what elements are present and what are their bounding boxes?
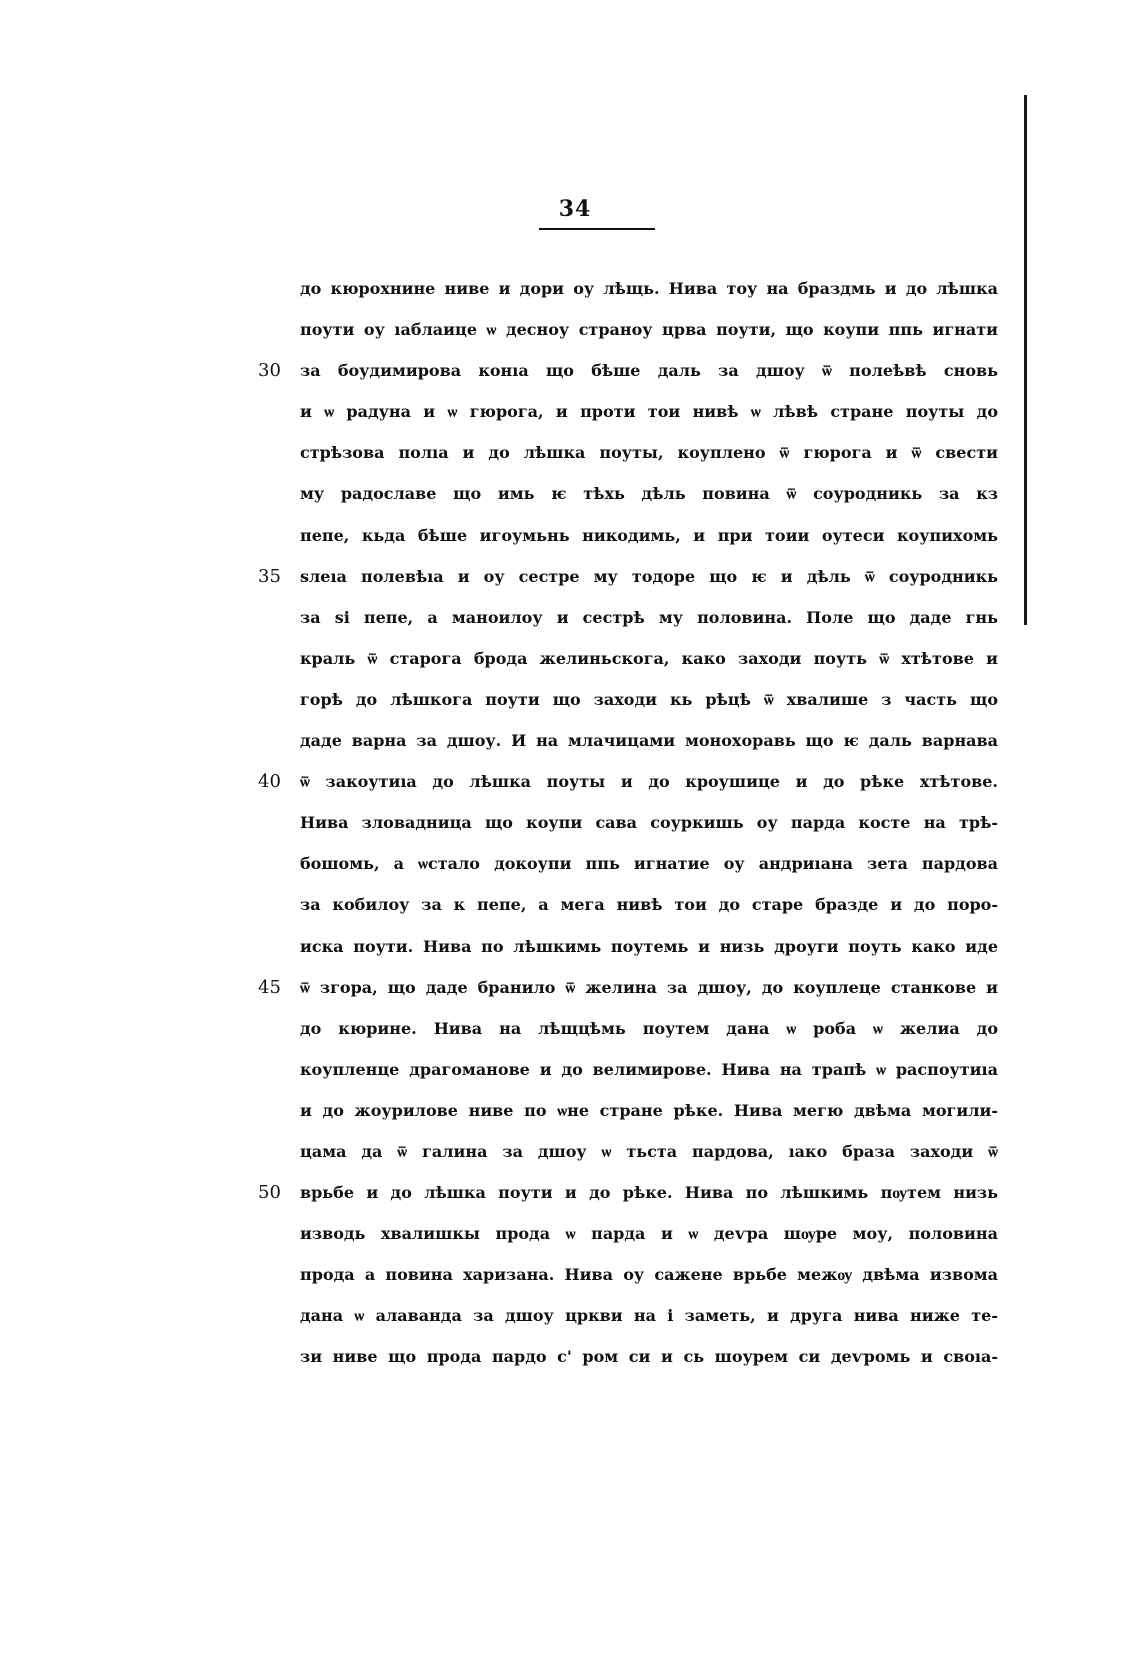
text-line [258, 967, 998, 1008]
line-number: 45 [258, 976, 281, 998]
line-text: ѿ закоутиıа до лѣшка поуты и до кроушице и до рѣке хтѣтове. [300, 772, 998, 792]
text-line [258, 268, 998, 309]
line-text: даде варна за дшоу. И на млачицами монохоравь що ѥ даль варнава [300, 731, 998, 751]
line-text: ѿ згора, що даде бранило ѿ желина за дшоу, до коуплеце станкове и [300, 977, 998, 997]
text-line [258, 1172, 998, 1213]
line-number: 30 [258, 360, 281, 382]
line-text: врьбе и до лѣшка поути и до рѣке. Нива по лѣшкимь пѹтем низь [300, 1183, 998, 1203]
line-text: дана ѡ алаванда за дшоу цркви на і заметь, и друга нива ниже те- [300, 1306, 998, 1326]
text-line [258, 350, 998, 391]
line-text: прода а повина харизана. Нива оу сажене врьбе межѹ двѣма извома [300, 1265, 998, 1285]
text-line [258, 802, 998, 843]
text-line [258, 432, 998, 473]
text-line [258, 1336, 998, 1377]
line-text: коупленце драгоманове и до велимирове. Нива на трапѣ ѡ распоутиıа [300, 1059, 998, 1079]
text-line [258, 1213, 998, 1254]
line-text: до кюрохнине ниве и дори оу лѣщь. Нива тоу на браздмь и до лѣшка [300, 279, 998, 298]
line-text: цама да ѿ галина за дшоу ѡ тьста пардова, ıако браза заходи ѿ [300, 1141, 998, 1161]
text-line [258, 720, 998, 761]
text-line [258, 1090, 998, 1131]
text-line [258, 1295, 998, 1336]
line-text: изводь хвалишкы прода ѡ парда и ѡ деѵра шѹре моу, половина [300, 1224, 998, 1244]
page-number: 34 [558, 196, 592, 222]
text-line [258, 926, 998, 967]
line-number: 40 [258, 771, 281, 793]
text-line [258, 638, 998, 679]
text-line [258, 1131, 998, 1172]
scan-edge-line [1024, 95, 1027, 625]
text-line [258, 597, 998, 638]
line-number: 35 [258, 565, 281, 587]
text-line [258, 391, 998, 432]
line-text: Нива зловадница що коупи сава соуркишь оу парда косте на трѣ- [300, 813, 998, 833]
text-line [258, 1049, 998, 1090]
text-line [258, 884, 998, 925]
line-text: и до жоуриловe ниве по ѡне стране рѣке. Нива мегю двѣма могили- [300, 1100, 998, 1120]
line-text: за ѕі пепе, а маноилоу и сестрѣ му половина. Поле що даде гнь [300, 607, 998, 627]
text-line [258, 309, 998, 350]
line-text: пепе, кьда бѣше игоумьнь никодимь, и при тоии оутеси коупихомь [300, 525, 998, 545]
line-text: зи ниве що прода пардо с' ром си и сь шоурем си деѵромь и своıа- [300, 1347, 998, 1367]
line-text: и ѡ радуна и ѡ гюрогa, и проти тои нивѣ ѡ лѣвѣ стране поуты до [300, 402, 998, 422]
line-text: до кюрине. Нива на лѣщцѣмь поутем дана ѡ роба ѡ желиа до [300, 1018, 998, 1038]
line-text: бошомь, а ѡстало докоупи ппь игнатие оу андриıана зета пардова [300, 854, 998, 874]
line-text: за кобилоу за к пепе, а мега нивѣ тои до старе бразде и до поро- [300, 895, 998, 915]
line-text: иска поути. Нива по лѣшкимь поутемь и низь дроуги поуть како иде [300, 936, 998, 956]
line-text: стрѣзова полıа и до лѣшка поуты, коуплено ѿ гюрогa и ѿ свести [300, 443, 998, 463]
page-number-rule [539, 228, 655, 230]
text-line [258, 515, 998, 556]
line-text: за боудимирова конıа що бѣше даль за дшоу ѿ полеѣвѣ сновь [300, 361, 998, 381]
text-line [258, 1008, 998, 1049]
text-line [258, 473, 998, 514]
line-text: поути оу ıаблаице ѡ десноу страноу црва поути, що коупи ппь игнати [300, 320, 998, 340]
line-text: му радославе що имь ѥ тѣхь дѣль повина ѿ соуродникь за кз [300, 484, 998, 504]
text-line [258, 679, 998, 720]
text-block [258, 268, 998, 1378]
line-text: краль ѿ старога брода желиньскога, како заходи поуть ѿ хтѣтове и [300, 648, 998, 668]
line-text: горѣ до лѣшкога поути що заходи кь рѣцѣ ѿ хвалише з часть що [300, 689, 998, 709]
text-line [258, 761, 998, 802]
text-line [258, 556, 998, 597]
text-line [258, 843, 998, 884]
line-text: ѕлеıа полевѣıа и оу сестре му тодоре що ѥ и дѣль ѿ соуродникь [300, 566, 998, 586]
line-number: 50 [258, 1182, 281, 1204]
text-line [258, 1254, 998, 1295]
